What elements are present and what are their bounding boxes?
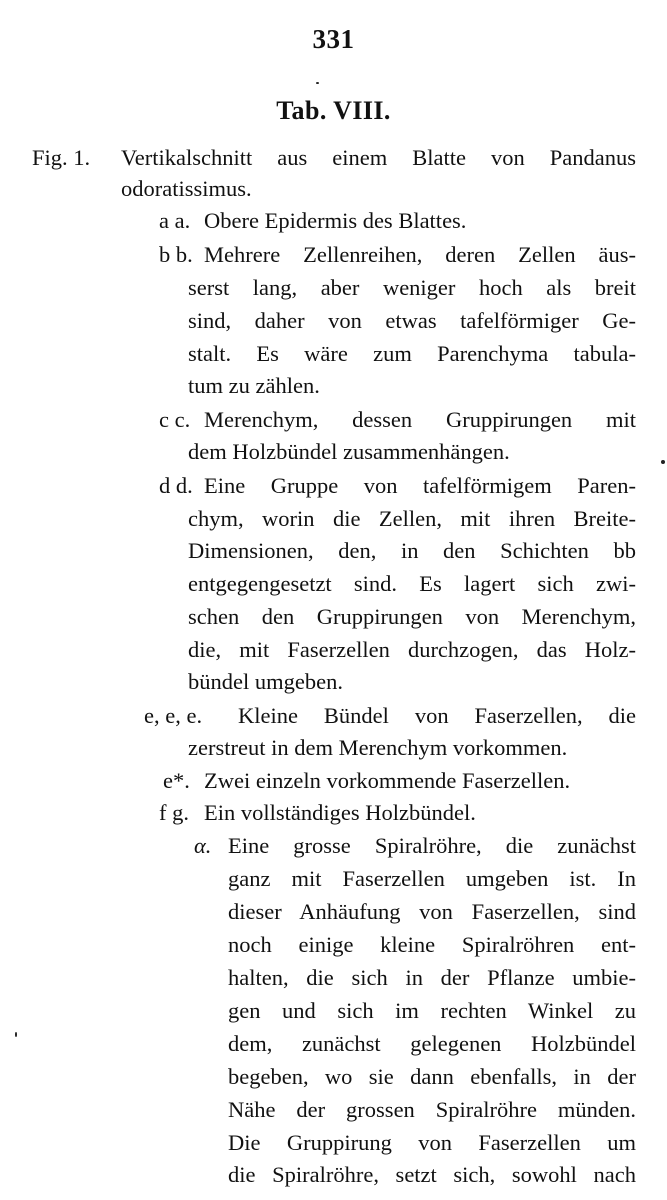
entry-line: Dimensionen, den, in den Schichten bb (188, 538, 636, 563)
entry-line: schen den Gruppirungen von Merenchym, (188, 604, 636, 629)
entry-line: gen und sich im rechten Winkel zu (228, 998, 636, 1023)
entry-line: Nähe der grossen Spiralröhre münden. (228, 1097, 636, 1122)
entry-line: Merenchym, dessen Gruppirungen mit (204, 407, 636, 432)
entry-label: d d. (159, 473, 193, 498)
entry-line: chym, worin die Zellen, mit ihren Breite- (188, 506, 636, 531)
entry-line: Obere Epidermis des Blattes. (204, 208, 467, 233)
entry-line: Kleine Bündel von Faserzellen, die (238, 703, 636, 728)
entry-label: e, e, e. (144, 703, 203, 728)
entry-line: die, mit Faserzellen durchzogen, das Holz- (188, 637, 636, 662)
entry-label: c c. (159, 407, 191, 432)
entry-label: b b. (159, 242, 193, 267)
entry-line: noch einige kleine Spiralröhren ent- (228, 932, 636, 957)
figure-caption-line: Vertikalschnitt aus einem Blatte von Pandanus (121, 145, 636, 170)
entry-line: sind, daher von etwas tafelförmiger Ge- (188, 308, 636, 333)
entry-line: die Spiralröhre, setzt sich, sowohl nach (228, 1162, 636, 1187)
entry-line: Eine grosse Spiralröhre, die zunächst (228, 833, 636, 858)
entry-line: tum zu zählen. (188, 373, 320, 398)
entry-line: stalt. Es wäre zum Parenchyma tabula- (188, 341, 636, 366)
entry-line: Zwei einzeln vorkommende Faserzellen. (204, 768, 571, 793)
entry-line: serst lang, aber weniger hoch als breit (188, 275, 636, 300)
entry-label: f g. (159, 800, 189, 825)
ink-speck (661, 460, 665, 464)
page-number: 331 (312, 24, 355, 54)
entry-label: α. (194, 833, 212, 858)
entry-line: zerstreut in dem Merenchym vorkommen. (188, 735, 568, 760)
entry-label: a a. (159, 208, 191, 233)
figure-label: Fig. 1. (32, 145, 91, 170)
entry-line: ganz mit Faserzellen umgeben ist. In (228, 866, 636, 891)
entry-line: Mehrere Zellenreihen, deren Zellen äus- (204, 242, 636, 267)
entry-line: Die Gruppirung von Faserzellen um (228, 1130, 636, 1155)
entry-line: bündel umgeben. (188, 669, 343, 694)
entry-line: dem Holzbündel zusammenhängen. (188, 439, 510, 464)
entry-line: halten, die sich in der Pflanze umbie- (228, 965, 636, 990)
plate-title: Tab. VIII. (276, 96, 391, 125)
entry-line: dieser Anhäufung von Faserzellen, sind (228, 899, 636, 924)
entry-line: dem, zunächst gelegenen Holzbündel (228, 1031, 636, 1056)
entry-line: begeben, wo sie dann ebenfalls, in der (228, 1064, 636, 1089)
entry-line: Ein vollständiges Holzbündel. (204, 800, 476, 825)
entry-line: Eine Gruppe von tafelförmigem Paren- (204, 473, 636, 498)
entry-line: entgegengesetzt sind. Es lagert sich zwi- (188, 571, 636, 596)
ink-speck (316, 82, 319, 84)
entry-label: e*. (163, 768, 190, 793)
figure-caption-line: odoratissimus. (121, 176, 252, 201)
ink-speck (15, 1032, 17, 1037)
